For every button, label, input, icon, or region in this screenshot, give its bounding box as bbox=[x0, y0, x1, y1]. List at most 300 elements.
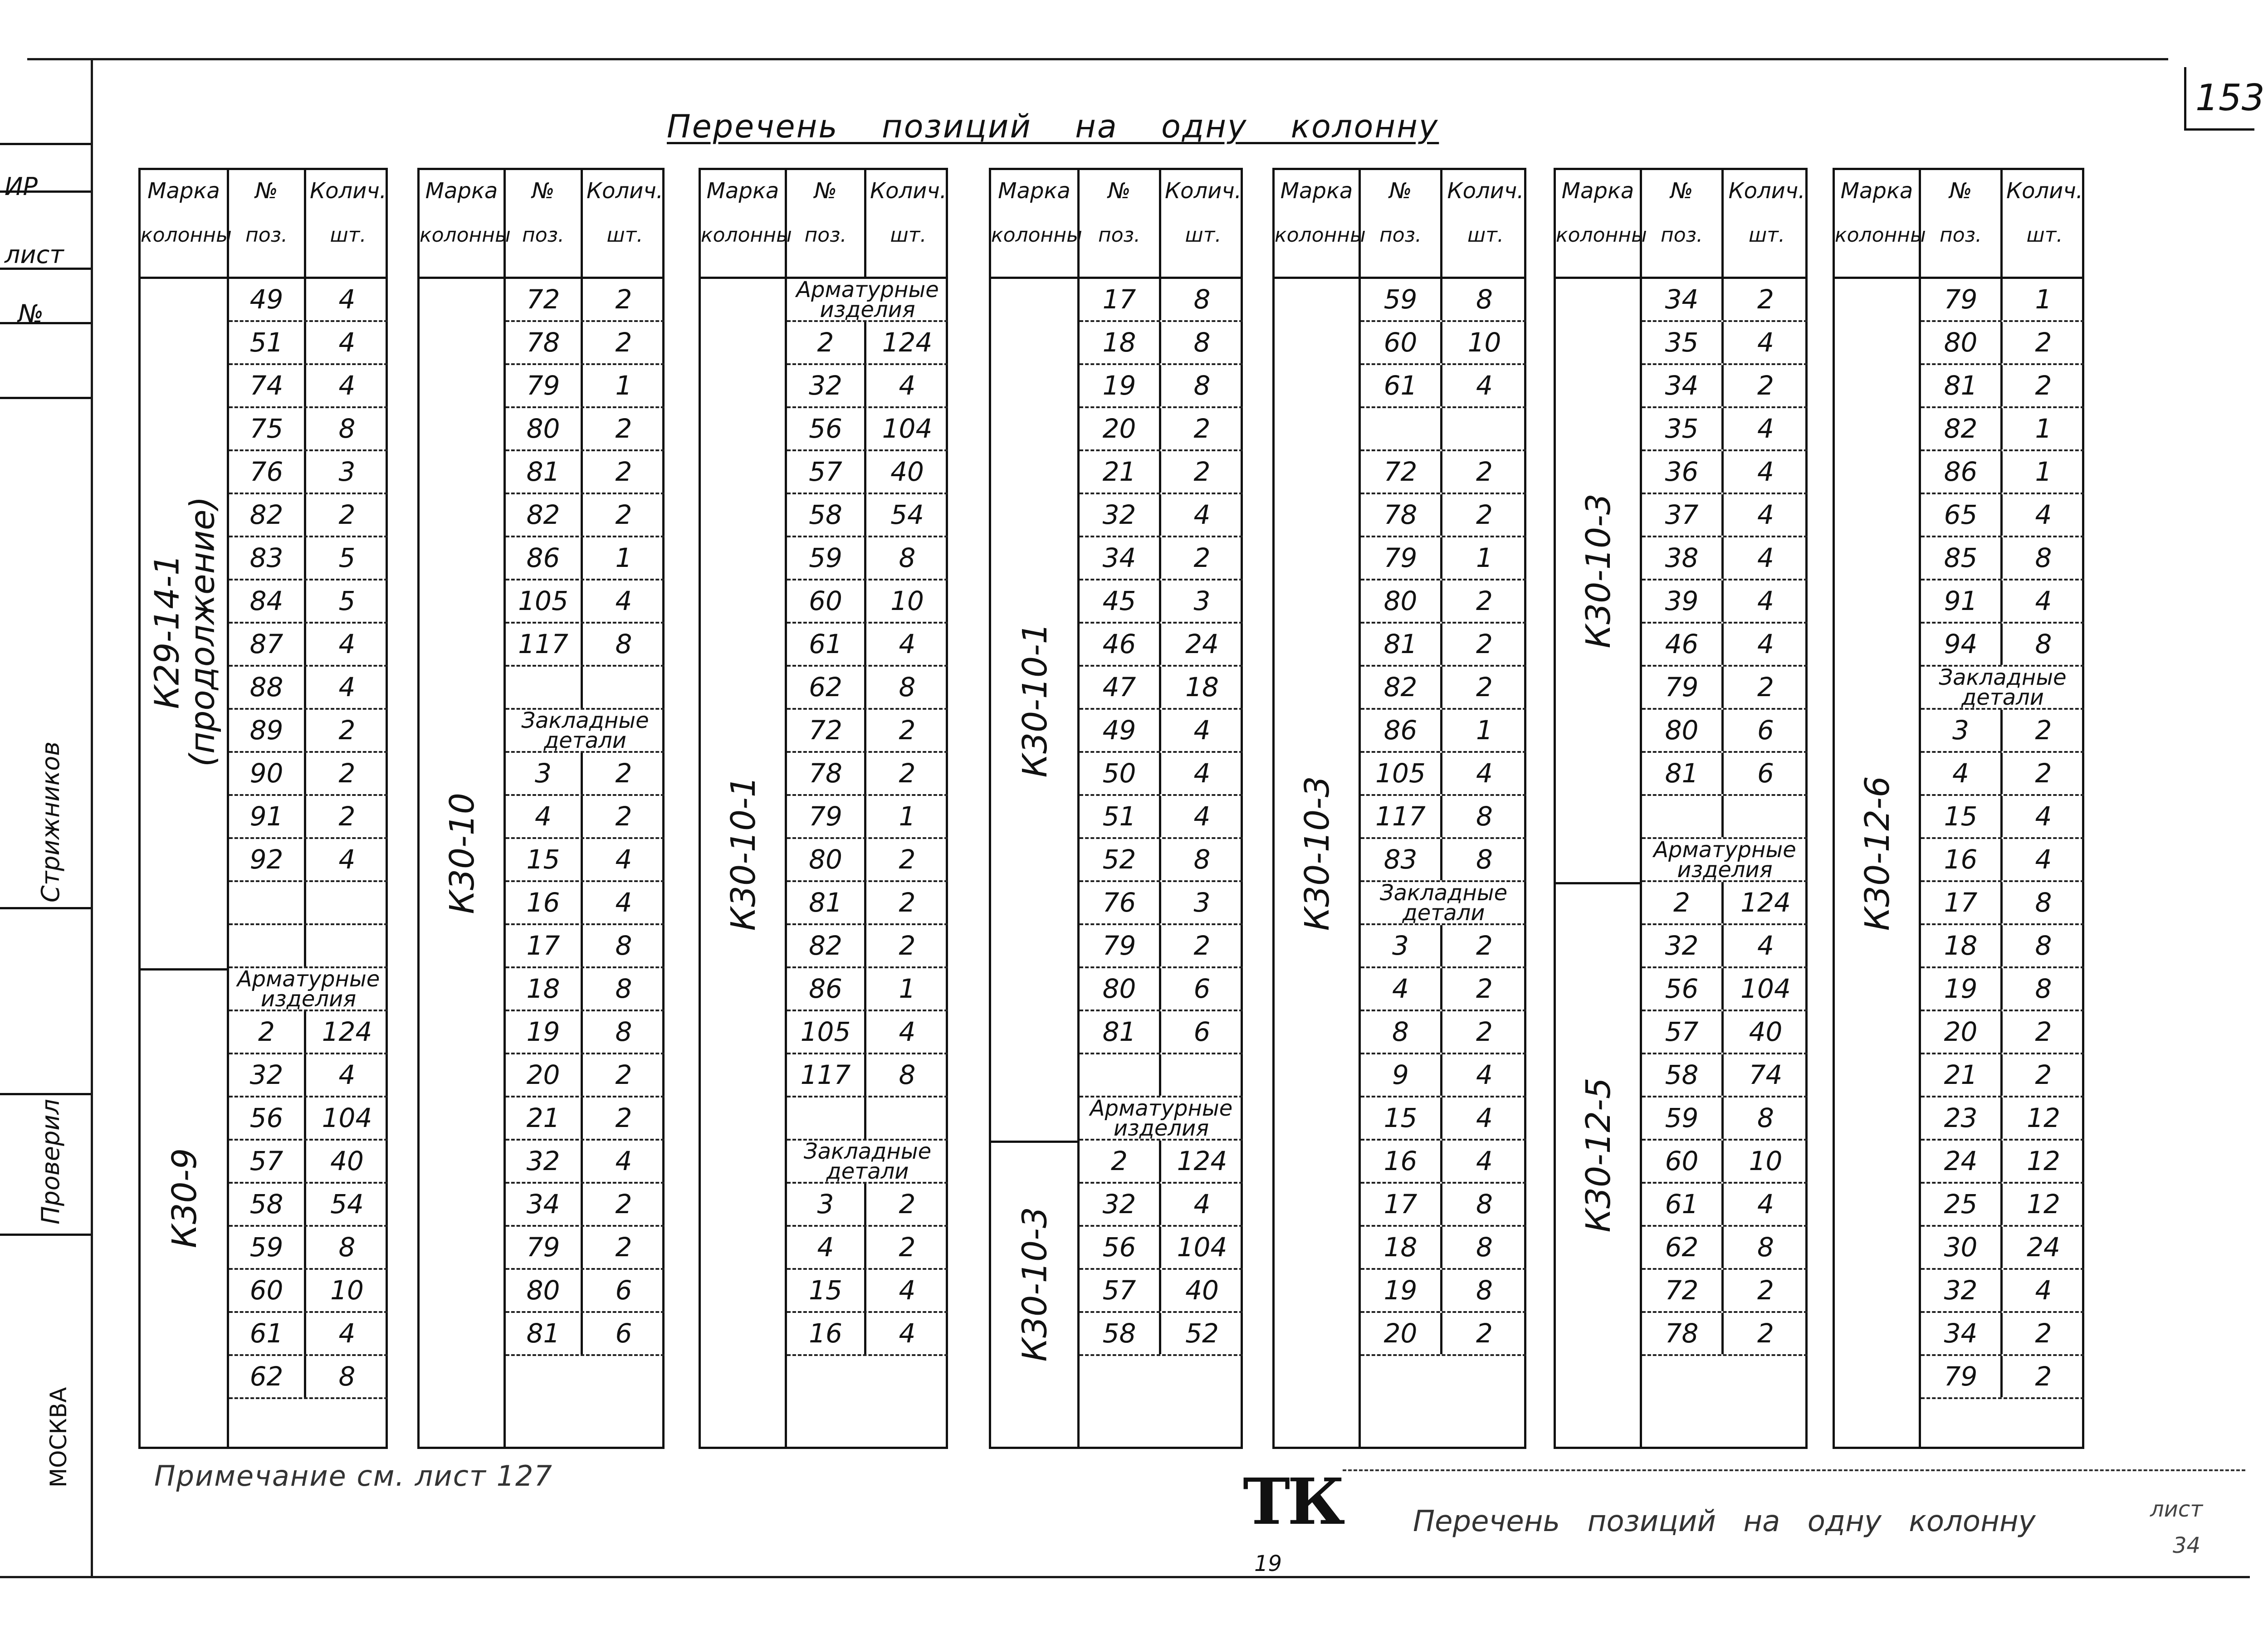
quantity: 4 bbox=[1757, 930, 1774, 961]
table-row bbox=[1921, 494, 2084, 537]
quantity: 4 bbox=[1757, 327, 1774, 358]
quantity bbox=[306, 882, 388, 923]
table-row bbox=[506, 1270, 665, 1313]
position-number: 32 bbox=[1642, 925, 1724, 966]
table-row bbox=[1921, 279, 2084, 322]
quantity: 12 bbox=[2027, 1102, 2060, 1133]
quantity: 18 bbox=[1185, 672, 1219, 702]
table-row bbox=[1080, 882, 1243, 925]
section-label: Закладные детали bbox=[1361, 882, 1526, 925]
quantity: 2 bbox=[899, 930, 916, 961]
position-number: 57 bbox=[787, 451, 866, 493]
position-number: 80 bbox=[506, 408, 583, 449]
quantity: 4 bbox=[899, 1275, 916, 1306]
mark-divider bbox=[141, 968, 229, 971]
position-number: 21 bbox=[506, 1097, 583, 1139]
table-row bbox=[1921, 580, 2084, 624]
position-number: 56 bbox=[1642, 968, 1724, 1010]
position-number: 39 bbox=[1642, 580, 1724, 622]
position-number: 76 bbox=[1080, 882, 1161, 923]
quantity: 2 bbox=[1193, 930, 1211, 961]
table-row bbox=[506, 580, 665, 624]
quantity: 104 bbox=[322, 1102, 372, 1133]
quantity: 1 bbox=[1476, 542, 1493, 573]
section-label: Арматурные изделия bbox=[229, 968, 388, 1011]
table-row bbox=[1080, 1313, 1243, 1356]
table-row bbox=[1921, 537, 2084, 580]
column-mark-label bbox=[1015, 1140, 1055, 1428]
section-label: Арматурные изделия bbox=[1080, 1097, 1243, 1141]
quantity: 4 bbox=[338, 370, 356, 401]
quantity: 40 bbox=[1749, 1016, 1783, 1047]
position-number: 81 bbox=[506, 451, 583, 493]
table-row bbox=[1642, 796, 1808, 839]
quantity: 4 bbox=[899, 370, 916, 401]
position-number: 60 bbox=[229, 1270, 306, 1311]
position-number: 23 bbox=[1921, 1097, 2003, 1139]
table-row bbox=[506, 1054, 665, 1097]
quantity: 2 bbox=[2035, 327, 2052, 358]
section-label: Закладные детали bbox=[506, 710, 665, 753]
position-number: 76 bbox=[229, 451, 306, 493]
column-mark-label bbox=[167, 994, 203, 1402]
quantity: 2 bbox=[338, 715, 356, 746]
position-number: 51 bbox=[1080, 796, 1161, 837]
position-number: 17 bbox=[506, 925, 583, 966]
header-pos-line2: поз. bbox=[522, 224, 565, 247]
header-qty-line1: Колич. bbox=[310, 178, 386, 204]
column-mark-label bbox=[1581, 951, 1617, 1359]
header-pos-line1: № bbox=[1108, 178, 1131, 204]
position-number: 82 bbox=[787, 925, 866, 966]
quantity: 4 bbox=[338, 629, 356, 659]
table-row bbox=[1642, 1313, 1808, 1356]
quantity: 2 bbox=[2035, 1059, 2052, 1090]
table-row bbox=[1361, 624, 1526, 667]
position-number: 117 bbox=[787, 1054, 866, 1096]
position-number: 82 bbox=[1361, 667, 1442, 708]
table-row bbox=[1642, 710, 1808, 753]
position-number bbox=[1080, 1054, 1161, 1096]
position-number: 91 bbox=[229, 796, 306, 837]
table-row bbox=[787, 1184, 948, 1227]
header-qty-line1: Колич. bbox=[2006, 178, 2083, 204]
position-number: 79 bbox=[1361, 537, 1442, 579]
table-row bbox=[506, 839, 665, 882]
table-row bbox=[1361, 451, 1526, 494]
quantity: 8 bbox=[2035, 629, 2052, 659]
quantity: 5 bbox=[338, 542, 356, 573]
header-pos-line2: поз. bbox=[804, 224, 847, 247]
quantity: 54 bbox=[330, 1189, 364, 1219]
quantity: 124 bbox=[882, 327, 933, 358]
quantity: 4 bbox=[1757, 499, 1774, 530]
quantity: 2 bbox=[1476, 499, 1493, 530]
position-number: 81 bbox=[1642, 753, 1724, 794]
quantity: 2 bbox=[615, 1232, 632, 1263]
header-mark-line1: Марка bbox=[147, 178, 220, 204]
header-pos-line1: № bbox=[255, 178, 278, 204]
header-pos-line1: № bbox=[814, 178, 837, 204]
position-number: 18 bbox=[1921, 925, 2003, 966]
position-number: 57 bbox=[1080, 1270, 1161, 1311]
quantity: 4 bbox=[338, 844, 356, 875]
quantity: 8 bbox=[1476, 844, 1493, 875]
position-number: 62 bbox=[787, 667, 866, 708]
mark-divider bbox=[1556, 882, 1642, 884]
section-label: Закладные детали bbox=[787, 1141, 948, 1184]
header-qty-line2: шт. bbox=[890, 224, 927, 247]
position-number: 21 bbox=[1921, 1054, 2003, 1096]
header-qty-line2: шт. bbox=[606, 224, 643, 247]
quantity: 2 bbox=[2035, 758, 2052, 789]
table-row bbox=[1921, 1054, 2084, 1097]
position-number: 20 bbox=[506, 1054, 583, 1096]
position-number: 86 bbox=[1921, 451, 2003, 493]
position-number: 79 bbox=[1921, 1356, 2003, 1397]
position-table bbox=[417, 168, 665, 1449]
table-row bbox=[506, 279, 665, 322]
position-number: 79 bbox=[506, 365, 583, 406]
position-number: 45 bbox=[1080, 580, 1161, 622]
position-number: 24 bbox=[1921, 1141, 2003, 1182]
header-mark-line2: колонны bbox=[701, 224, 792, 247]
position-number: 61 bbox=[787, 624, 866, 665]
position-number bbox=[229, 882, 306, 923]
position-number: 34 bbox=[1642, 279, 1724, 320]
header-qty bbox=[1161, 170, 1245, 277]
table-row bbox=[1642, 1141, 1808, 1184]
quantity: 8 bbox=[1476, 1232, 1493, 1263]
position-number: 18 bbox=[1080, 322, 1161, 363]
position-number: 32 bbox=[506, 1141, 583, 1182]
header-mark-line2: колонны bbox=[420, 224, 511, 247]
header-qty bbox=[306, 170, 390, 277]
table-row bbox=[229, 408, 388, 451]
quantity: 2 bbox=[899, 887, 916, 918]
quantity: 40 bbox=[330, 1146, 364, 1176]
table-row bbox=[1361, 925, 1526, 968]
section-label: Арматурные изделия bbox=[1642, 839, 1808, 882]
table-row bbox=[1080, 451, 1243, 494]
position-number: 18 bbox=[1361, 1227, 1442, 1268]
quantity: 2 bbox=[615, 758, 632, 789]
position-number: 78 bbox=[787, 753, 866, 794]
position-number: 36 bbox=[1642, 451, 1724, 493]
position-number: 32 bbox=[787, 365, 866, 406]
quantity: 2 bbox=[615, 284, 632, 315]
table-row bbox=[229, 796, 388, 839]
header-pos-line2: поз. bbox=[245, 224, 288, 247]
quantity: 4 bbox=[1757, 1189, 1774, 1219]
table-row bbox=[229, 580, 388, 624]
sheet-number: 153 bbox=[2184, 67, 2254, 131]
quantity: 8 bbox=[1476, 801, 1493, 832]
quantity: 1 bbox=[2035, 284, 2052, 315]
header-mark-line2: колонны bbox=[141, 224, 232, 247]
position-number: 17 bbox=[1921, 882, 2003, 923]
position-number: 16 bbox=[506, 882, 583, 923]
position-number bbox=[1642, 796, 1724, 837]
quantity: 4 bbox=[615, 585, 632, 616]
position-number: 32 bbox=[1080, 494, 1161, 536]
table-row bbox=[787, 365, 948, 408]
header-qty bbox=[1442, 170, 1529, 277]
table-row bbox=[229, 1054, 388, 1097]
quantity: 10 bbox=[1749, 1146, 1783, 1176]
table-row bbox=[1921, 1313, 2084, 1356]
quantity: 1 bbox=[899, 973, 916, 1004]
page-title: Перечень позиций на одну колонну bbox=[667, 108, 1439, 145]
quantity: 8 bbox=[899, 542, 916, 573]
quantity: 1 bbox=[2035, 456, 2052, 487]
quantity: 4 bbox=[1757, 413, 1774, 444]
position-number: 25 bbox=[1921, 1184, 2003, 1225]
table-row bbox=[229, 1227, 388, 1270]
quantity bbox=[866, 1097, 948, 1139]
table-row bbox=[1080, 1054, 1243, 1097]
column-mark-text: К30-12-5 bbox=[1579, 1077, 1618, 1233]
position-number: 17 bbox=[1080, 279, 1161, 320]
header-mark bbox=[1835, 170, 1926, 277]
position-number: 3 bbox=[1921, 710, 2003, 751]
position-number: 91 bbox=[1921, 580, 2003, 622]
table-row bbox=[229, 365, 388, 408]
quantity: 8 bbox=[615, 973, 632, 1004]
position-table bbox=[1833, 168, 2084, 1449]
quantity: 104 bbox=[1740, 973, 1791, 1004]
header-qty-line2: шт. bbox=[1185, 224, 1222, 247]
position-table bbox=[1554, 168, 1808, 1449]
table-row bbox=[506, 1141, 665, 1184]
position-number: 58 bbox=[787, 494, 866, 536]
title-block-line bbox=[1343, 1469, 2245, 1473]
header-pos-line1: № bbox=[1670, 178, 1693, 204]
quantity bbox=[1724, 796, 1808, 837]
table-row bbox=[1921, 1184, 2084, 1227]
position-number: 18 bbox=[506, 968, 583, 1010]
table-row bbox=[1642, 1184, 1808, 1227]
table-row bbox=[1361, 494, 1526, 537]
quantity: 2 bbox=[1476, 672, 1493, 702]
table-row bbox=[1361, 753, 1526, 796]
table-row bbox=[787, 580, 948, 624]
quantity: 2 bbox=[615, 456, 632, 487]
quantity: 2 bbox=[1476, 629, 1493, 659]
table-row bbox=[1361, 322, 1526, 365]
strip-label-author: Стрижников bbox=[36, 741, 65, 902]
table-row bbox=[1921, 624, 2084, 667]
quantity: 8 bbox=[1193, 284, 1211, 315]
position-number: 79 bbox=[1080, 925, 1161, 966]
position-number: 2 bbox=[1080, 1141, 1161, 1182]
quantity: 4 bbox=[1193, 1189, 1211, 1219]
table-row bbox=[1642, 1011, 1808, 1054]
table-row bbox=[787, 1227, 948, 1270]
table-row bbox=[1921, 1227, 2084, 1270]
table-row bbox=[229, 1313, 388, 1356]
position-number: 59 bbox=[229, 1227, 306, 1268]
table-row bbox=[787, 796, 948, 839]
table-row bbox=[1921, 1097, 2084, 1141]
table-row bbox=[1642, 1270, 1808, 1313]
table-row bbox=[1080, 365, 1243, 408]
header-mark-line1: Марка bbox=[1840, 178, 1913, 204]
table-header bbox=[420, 170, 662, 279]
bottom-border-line bbox=[0, 1576, 2250, 1578]
quantity: 2 bbox=[338, 758, 356, 789]
quantity bbox=[583, 667, 665, 708]
header-mark-line2: колонны bbox=[1556, 224, 1647, 247]
quantity: 2 bbox=[1476, 930, 1493, 961]
quantity: 2 bbox=[615, 1102, 632, 1133]
table-row bbox=[1361, 1184, 1526, 1227]
table-row bbox=[1921, 365, 2084, 408]
position-number: 86 bbox=[506, 537, 583, 579]
position-number: 90 bbox=[229, 753, 306, 794]
quantity: 2 bbox=[615, 801, 632, 832]
table-row bbox=[1642, 925, 1808, 968]
strip-label-no: № bbox=[18, 299, 44, 328]
position-number: 65 bbox=[1921, 494, 2003, 536]
header-pos bbox=[506, 170, 583, 277]
position-number: 35 bbox=[1642, 408, 1724, 449]
header-qty-line2: шт. bbox=[1467, 224, 1504, 247]
table-header bbox=[1835, 170, 2082, 279]
position-number: 38 bbox=[1642, 537, 1724, 579]
position-number: 46 bbox=[1642, 624, 1724, 665]
quantity: 24 bbox=[1185, 629, 1219, 659]
table-row bbox=[1080, 667, 1243, 710]
position-number: 15 bbox=[1361, 1097, 1442, 1139]
table-row bbox=[1080, 1227, 1243, 1270]
table-row bbox=[229, 279, 388, 322]
position-number: 58 bbox=[1080, 1313, 1161, 1354]
position-number bbox=[1361, 408, 1442, 449]
quantity: 8 bbox=[1476, 1189, 1493, 1219]
position-number: 3 bbox=[506, 753, 583, 794]
position-number: 75 bbox=[229, 408, 306, 449]
position-number: 80 bbox=[1921, 322, 2003, 363]
table-row bbox=[229, 882, 388, 925]
stamp-box bbox=[1241, 1463, 1343, 1578]
quantity: 6 bbox=[1193, 1016, 1211, 1047]
header-qty-line1: Колич. bbox=[870, 178, 947, 204]
position-number: 2 bbox=[1642, 882, 1724, 923]
table-row bbox=[1080, 839, 1243, 882]
table-row bbox=[506, 494, 665, 537]
quantity: 8 bbox=[338, 1361, 356, 1392]
position-number: 80 bbox=[1080, 968, 1161, 1010]
position-number: 9 bbox=[1361, 1054, 1442, 1096]
position-number: 30 bbox=[1921, 1227, 2003, 1268]
quantity: 2 bbox=[1476, 973, 1493, 1004]
column-mark-text: К30-10-3 bbox=[1015, 1206, 1055, 1362]
position-number: 117 bbox=[1361, 796, 1442, 837]
quantity: 4 bbox=[1476, 758, 1493, 789]
column-mark-label bbox=[147, 428, 222, 836]
quantity: 6 bbox=[1757, 758, 1774, 789]
table-row bbox=[1080, 1270, 1243, 1313]
position-number: 20 bbox=[1080, 408, 1161, 449]
strip-label-city: МОСКВА bbox=[45, 1387, 72, 1488]
column-mark-text: К30-10-1 bbox=[1015, 623, 1055, 778]
quantity: 10 bbox=[330, 1275, 364, 1306]
quantity: 2 bbox=[2035, 715, 2052, 746]
table-row bbox=[1080, 494, 1243, 537]
table-row bbox=[1642, 753, 1808, 796]
table-row bbox=[787, 1270, 948, 1313]
quantity: 2 bbox=[615, 413, 632, 444]
header-mark-line1: Марка bbox=[1561, 178, 1634, 204]
table-row bbox=[1361, 1011, 1526, 1054]
table-row bbox=[1080, 1184, 1243, 1227]
table-row bbox=[1080, 624, 1243, 667]
table-row bbox=[229, 537, 388, 580]
table-row bbox=[787, 710, 948, 753]
table-row bbox=[1080, 537, 1243, 580]
quantity: 10 bbox=[1467, 327, 1501, 358]
quantity: 8 bbox=[1476, 284, 1493, 315]
quantity: 2 bbox=[615, 1059, 632, 1090]
position-number: 59 bbox=[1361, 279, 1442, 320]
table-row bbox=[1642, 365, 1808, 408]
column-mark-label bbox=[1015, 496, 1055, 904]
table-row bbox=[787, 537, 948, 580]
table-row bbox=[1921, 968, 2084, 1011]
position-number: 46 bbox=[1080, 624, 1161, 665]
position-number: 19 bbox=[1361, 1270, 1442, 1311]
footnote: Примечание см. лист 127 bbox=[154, 1459, 553, 1493]
table-row bbox=[1921, 839, 2084, 882]
position-number: 2 bbox=[229, 1011, 306, 1053]
table-row bbox=[787, 1097, 948, 1141]
quantity: 4 bbox=[2035, 844, 2052, 875]
quantity: 4 bbox=[899, 1016, 916, 1047]
position-number: 81 bbox=[787, 882, 866, 923]
quantity: 10 bbox=[890, 585, 924, 616]
header-qty bbox=[583, 170, 667, 277]
table-row bbox=[229, 1184, 388, 1227]
quantity: 8 bbox=[899, 672, 916, 702]
header-mark-line2: колонны bbox=[1275, 224, 1366, 247]
table-row bbox=[229, 839, 388, 882]
table-row bbox=[229, 451, 388, 494]
position-table bbox=[1272, 168, 1526, 1449]
column-mark-label bbox=[1581, 367, 1617, 775]
column-mark-text: К29-14-1 bbox=[147, 554, 186, 709]
table-row bbox=[787, 839, 948, 882]
header-pos-line2: поз. bbox=[1379, 224, 1422, 247]
table-header bbox=[701, 170, 946, 279]
column-mark-label bbox=[1860, 649, 1896, 1057]
quantity: 4 bbox=[1193, 715, 1211, 746]
position-number: 82 bbox=[229, 494, 306, 536]
position-number: 78 bbox=[1642, 1313, 1724, 1354]
quantity: 2 bbox=[1476, 456, 1493, 487]
quantity: 2 bbox=[1476, 1016, 1493, 1047]
table-header bbox=[1275, 170, 1524, 279]
quantity: 2 bbox=[1193, 413, 1211, 444]
strip-label-sheet: лист bbox=[5, 240, 64, 269]
column-mark-text: К30-10-1 bbox=[724, 776, 763, 931]
quantity: 4 bbox=[1757, 542, 1774, 573]
table-row bbox=[1921, 1141, 2084, 1184]
column-mark-text: К30-10-3 bbox=[1298, 776, 1337, 931]
table-row bbox=[1080, 710, 1243, 753]
quantity: 12 bbox=[2027, 1146, 2060, 1176]
table-row bbox=[1642, 882, 1808, 925]
